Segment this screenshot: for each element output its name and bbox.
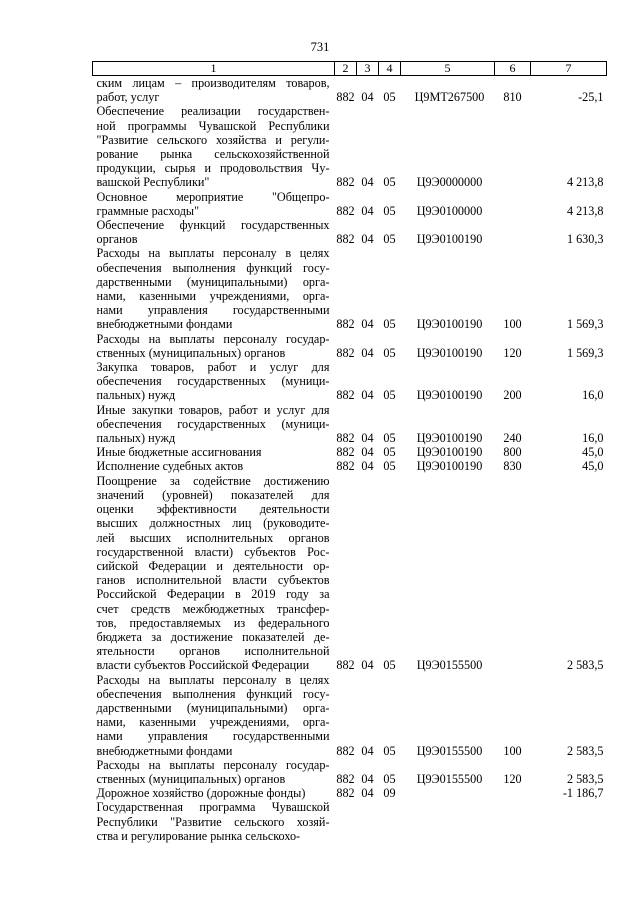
description-line: власти субъектов Российской Федерации <box>96 658 310 673</box>
ministry-code: 882 <box>336 445 355 460</box>
target-article-code: Ц9Э0155500 <box>416 771 483 786</box>
subsection-code: 05 <box>383 232 396 247</box>
description-line: Дорожное хозяйство (дорожные фонды) <box>96 786 306 801</box>
description-line: граммные расходы" <box>96 203 200 218</box>
table-row <box>93 758 607 786</box>
description-line: Поощрение за содействие достижению <box>96 473 330 488</box>
target-article-code: Ц9Э0155500 <box>416 658 483 673</box>
description-line: сийской Федерации и деятельности ор- <box>96 558 330 573</box>
description-line: Основное мероприятие "Общепро- <box>96 189 330 204</box>
expense-type-code: 200 <box>503 388 522 403</box>
subsection-code: 05 <box>383 459 396 474</box>
row-description <box>93 403 335 446</box>
amount-value: 16,0 <box>582 388 604 403</box>
description-line: бюджета за достижение показателей де- <box>96 629 330 644</box>
ministry-code: 882 <box>336 317 355 332</box>
description-line: работ, услуг <box>96 90 160 105</box>
description-line: Государственная программа Чувашской <box>96 800 330 815</box>
section-code: 04 <box>361 317 374 332</box>
description-line: значений (уровней) показателей для <box>96 487 330 502</box>
amount-value: 2 583,5 <box>566 743 604 758</box>
amount-value: 4 213,8 <box>566 175 604 190</box>
description-line: ственных (муниципальных) органов <box>96 771 286 786</box>
row-description <box>93 474 335 673</box>
header-col-5: 5 <box>401 62 495 76</box>
expense-type-code: 810 <box>503 90 522 105</box>
header-col-2: 2 <box>335 62 357 76</box>
description-line: внебюджетными фондами <box>96 743 233 758</box>
expense-type-code: 830 <box>503 459 522 474</box>
table-row <box>93 332 607 360</box>
expense-type-code: 100 <box>503 743 522 758</box>
header-col-7: 7 <box>531 62 607 76</box>
table-row <box>93 786 607 800</box>
description-line: государственной власти) субъектов Рос- <box>96 544 330 559</box>
table-row <box>93 76 607 105</box>
description-line: ственных (муниципальных) органов <box>96 345 286 360</box>
header-col-4: 4 <box>379 62 401 76</box>
ministry-code: 882 <box>336 658 355 673</box>
budget-table <box>92 61 607 843</box>
description-line: ганов исполнительной власти субъектов <box>96 573 330 588</box>
description-line: высших должностных лиц (руководите- <box>96 516 330 531</box>
amount-value: 16,0 <box>582 431 604 446</box>
table-header-row <box>93 62 607 76</box>
amount-value: -25,1 <box>578 90 604 105</box>
description-line: пальных) нужд <box>96 388 176 403</box>
amount-value: -1 186,7 <box>562 786 604 801</box>
description-line: Обеспечение реализации государствен- <box>96 104 330 119</box>
description-line: Расходы на выплаты персоналу в целях <box>96 672 330 687</box>
description-line: нами, казенными учреждениями, орга- <box>96 289 330 304</box>
section-code: 04 <box>361 203 374 218</box>
description-line: внебюджетными фондами <box>96 317 233 332</box>
subsection-code: 05 <box>383 388 396 403</box>
amount-value: 1 569,3 <box>566 345 604 360</box>
description-line: оценки эффективности деятельности <box>96 502 330 517</box>
expense-type-code: 240 <box>503 431 522 446</box>
amount-value: 1 630,3 <box>566 232 604 247</box>
target-article-code: Ц9Э0000000 <box>416 175 483 190</box>
ministry-code: 882 <box>336 459 355 474</box>
section-code: 04 <box>361 445 374 460</box>
section-code: 04 <box>361 658 374 673</box>
subsection-code: 05 <box>383 90 396 105</box>
ministry-code: 882 <box>336 388 355 403</box>
page-number: 731 <box>310 40 330 54</box>
section-code: 04 <box>361 232 374 247</box>
section-code: 04 <box>361 90 374 105</box>
table-row <box>93 474 607 673</box>
description-line: Иные бюджетные ассигнования <box>96 445 262 460</box>
description-line: нами управления государственными <box>96 729 330 744</box>
expense-type-code: 100 <box>503 317 522 332</box>
subsection-code: 05 <box>383 445 396 460</box>
table-row <box>93 403 607 446</box>
description-line: Исполнение судебных актов <box>96 459 244 474</box>
ministry-code: 882 <box>336 771 355 786</box>
description-line: дарственными (муниципальными) орга- <box>96 274 330 289</box>
header-col-6: 6 <box>495 62 531 76</box>
table-row <box>93 673 607 758</box>
description-line: Расходы на выплаты персоналу в целях <box>96 246 330 261</box>
description-line: Обеспечение функций государственных <box>96 218 330 233</box>
row-description <box>93 800 335 843</box>
row-description <box>93 332 335 360</box>
section-code: 04 <box>361 771 374 786</box>
description-line: тов, предоставляемых из федерального <box>96 615 330 630</box>
description-line: нами, казенными учреждениями, орга- <box>96 715 330 730</box>
row-description <box>93 190 335 218</box>
subsection-code: 09 <box>383 786 396 801</box>
target-article-code: Ц9Э0100190 <box>416 232 483 247</box>
target-article-code: Ц9МТ267500 <box>414 90 485 105</box>
amount-value: 45,0 <box>582 445 604 460</box>
expense-type-code <box>495 218 531 246</box>
row-description <box>93 673 335 758</box>
row-description <box>93 360 335 403</box>
ministry-code: 882 <box>336 345 355 360</box>
table-row <box>93 445 607 459</box>
row-description <box>93 445 335 459</box>
description-line: Иные закупки товаров, работ и услуг для <box>96 402 330 417</box>
description-line: Расходы на выплаты персоналу государ- <box>96 757 330 772</box>
row-description <box>93 459 335 473</box>
target-article-code: Ц9Э0100190 <box>416 345 483 360</box>
ministry-code: 882 <box>336 431 355 446</box>
description-line: "Развитие сельского хозяйства и регули- <box>96 132 330 147</box>
amount-value: 2 583,5 <box>566 658 604 673</box>
target-article-code: Ц9Э0100190 <box>416 388 483 403</box>
target-article-code <box>401 800 495 843</box>
row-description <box>93 758 335 786</box>
target-article-code: Ц9Э0100190 <box>416 431 483 446</box>
expense-type-code <box>495 800 531 843</box>
subsection-code: 05 <box>383 743 396 758</box>
subsection-code: 05 <box>383 658 396 673</box>
ministry-code: 882 <box>336 175 355 190</box>
expense-type-code <box>495 190 531 218</box>
subsection-code: 05 <box>383 345 396 360</box>
section-code <box>357 800 379 843</box>
section-code: 04 <box>361 786 374 801</box>
target-article-code: Ц9Э0155500 <box>416 743 483 758</box>
description-line: Закупка товаров, работ и услуг для <box>96 360 330 375</box>
description-line: лей высших исполнительных органов <box>96 530 330 545</box>
amount-value: 2 583,5 <box>566 771 604 786</box>
section-code: 04 <box>361 459 374 474</box>
table-row <box>93 104 607 189</box>
description-line: обеспечения выполнения функций госу- <box>96 260 330 275</box>
header-col-3: 3 <box>357 62 379 76</box>
expense-type-code: 120 <box>503 345 522 360</box>
ministry-code: 882 <box>336 232 355 247</box>
section-code: 04 <box>361 431 374 446</box>
header-col-1: 1 <box>93 62 335 76</box>
ministry-code <box>335 800 357 843</box>
target-article-code: Ц9Э0100190 <box>416 459 483 474</box>
expense-type-code <box>495 786 531 800</box>
expense-type-code: 800 <box>503 445 522 460</box>
expense-type-code <box>495 474 531 673</box>
ministry-code: 882 <box>336 203 355 218</box>
row-description <box>93 786 335 800</box>
description-line: обеспечения государственных (муници- <box>96 374 330 389</box>
description-line: ной программы Чувашской Республики <box>96 118 330 133</box>
subsection-code: 05 <box>383 431 396 446</box>
row-description <box>93 246 335 331</box>
subsection-code: 05 <box>383 771 396 786</box>
row-description <box>93 104 335 189</box>
description-line: органов <box>96 232 138 247</box>
description-line: ства и регулирование рынка сельскохо- <box>96 828 301 843</box>
subsection-code: 05 <box>383 203 396 218</box>
section-code: 04 <box>361 388 374 403</box>
table-row <box>93 246 607 331</box>
table-row <box>93 800 607 843</box>
target-article-code <box>401 786 495 800</box>
table-row <box>93 459 607 473</box>
subsection-code: 05 <box>383 317 396 332</box>
target-article-code: Ц9Э0100000 <box>416 203 483 218</box>
expense-type-code <box>495 104 531 189</box>
description-line: ятельности органов исполнительной <box>96 644 330 659</box>
target-article-code: Ц9Э0100190 <box>416 317 483 332</box>
table-row <box>93 218 607 246</box>
section-code: 04 <box>361 345 374 360</box>
description-line: Расходы на выплаты персоналу государ- <box>96 331 330 346</box>
description-line: дарственными (муниципальными) орга- <box>96 700 330 715</box>
subsection-code: 05 <box>383 175 396 190</box>
description-line: Республики "Развитие сельского хозяй- <box>96 814 330 829</box>
description-line: рование рынка сельскохозяйственной <box>96 147 330 162</box>
amount-value: 1 569,3 <box>566 317 604 332</box>
amount-value <box>531 800 607 843</box>
ministry-code: 882 <box>336 786 355 801</box>
description-line: счет средств межбюджетных трансфер- <box>96 601 330 616</box>
subsection-code <box>379 800 401 843</box>
expense-type-code: 120 <box>503 771 522 786</box>
description-line: Российской Федерации в 2019 году за <box>96 587 330 602</box>
row-description <box>93 218 335 246</box>
description-line: нами управления государственными <box>96 303 330 318</box>
row-description <box>93 76 335 105</box>
amount-value: 45,0 <box>582 459 604 474</box>
description-line: вашской Республики" <box>96 175 210 190</box>
description-line: обеспечения выполнения функций госу- <box>96 686 330 701</box>
amount-value: 4 213,8 <box>566 203 604 218</box>
section-code: 04 <box>361 175 374 190</box>
table-row <box>93 360 607 403</box>
target-article-code: Ц9Э0100190 <box>416 445 483 460</box>
ministry-code: 882 <box>336 90 355 105</box>
description-line: продукции, сырья и продовольствия Чу- <box>96 161 330 176</box>
description-line: пальных) нужд <box>96 431 176 446</box>
section-code: 04 <box>361 743 374 758</box>
ministry-code: 882 <box>336 743 355 758</box>
description-line: обеспечения государственных (муници- <box>96 416 330 431</box>
description-line: ским лицам – производителям товаров, <box>96 76 330 90</box>
table-row <box>93 190 607 218</box>
